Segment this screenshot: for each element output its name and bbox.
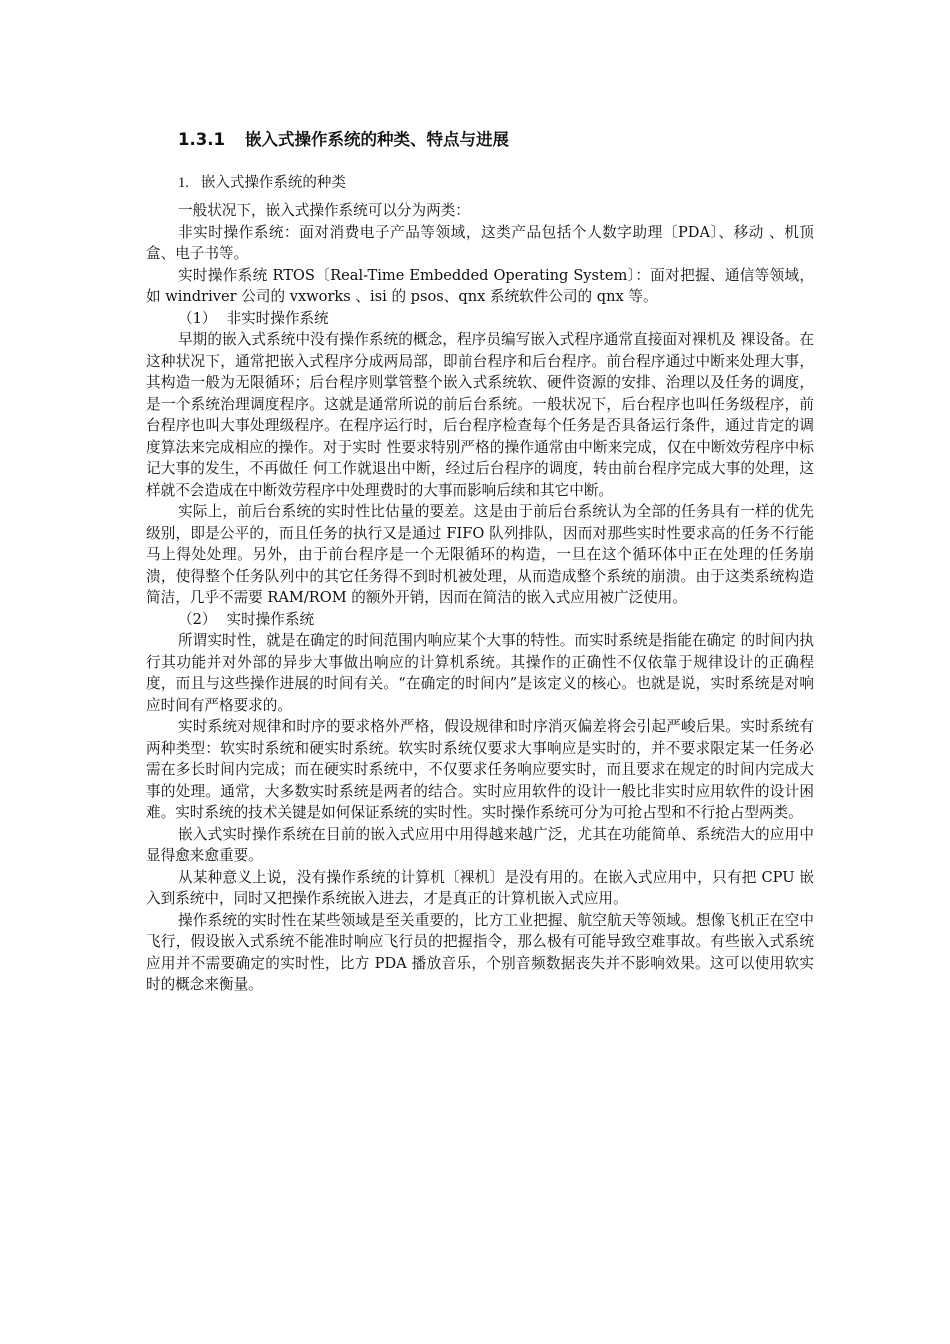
- subsection-heading: [178, 172, 814, 194]
- part2-paragraph-2: 实时系统对规律和时序的要求格外严格，假设规律和时序消灭偏差将会引起严峻后果。实时系统有两种类型：软实时系统和硬实时系统。软实时系统仅要求大事响应是实时的，并不要求限定某一任务必需在多长时间内完成；而在硬实时系统中，不仅要求任务响应要实时，而且要求在规定的时间内完成大事的处理。通常，大多数实时系统是两者的结合。实时应用软件的设计一般比非实时应用软件的设计困难。实时系统的技术关键是如何保证系统的实时性。实时操作系统可分为可抢占型和不行抢占型两类。: [146, 718, 814, 821]
- document-body: [146, 128, 814, 996]
- section-title: 嵌入式操作系统的种类、特点与进展: [244, 130, 509, 149]
- part2-heading: [178, 609, 814, 631]
- part2-number: （2）: [178, 610, 217, 628]
- part1-paragraph-1: 早期的嵌入式系统中没有操作系统的概念，程序员编写嵌入式程序通常直接面对裸机及 裸设备。在这种状况下，通常把嵌入式程序分成两局部，即前台程序和后台程序。前台程序通过中断来处理大事，其构造一般为无限循环；后台程序则掌管整个嵌入式系统软、硬件资源的安排、治理以及任务的调度，是一个系统治理调度程序。这就是通常所说的前后台系统。一般状况下，后台程序也叫任务级程序，前台程序也叫大事处理级程序。在程序运行时，后台程序检查每个任务是否具备运行条件，通过肯定的调度算法来完成相应的操作。对于实时 性要求特别严格的操作通常由中断来完成，仅在中断效劳程序中标记大事的发生，不再做任 何工作就退出中断，经过后台程序的调度，转由前台程序完成大事的处理，这样就不会造成在中断效劳程序中处理费时的大事而影响后续和其它中断。: [146, 331, 814, 499]
- part1-title: 非实时操作系统: [226, 309, 329, 327]
- paragraph-intro-2: 非实时操作系统：面对消费电子产品等领域，这类产品包括个人数字助理〔PDA〕、移动 、机顶盒、电子书等。: [146, 223, 814, 262]
- part1-heading: [178, 308, 814, 330]
- part1-number: （1）: [178, 309, 217, 327]
- part2-paragraph-3: 嵌入式实时操作系统在目前的嵌入式应用中用得越来越广泛，尤其在功能简单、系统浩大的应用中显得愈来愈重要。: [146, 825, 814, 864]
- part2-paragraph-5: 操作系统的实时性在某些领域是至关重要的，比方工业把握、航空航天等领域。想像飞机正在空中飞行，假设嵌入式系统不能准时响应飞行员的把握指令，那么极有可能导致空难事故。有些嵌入式系统应用并不需要确定的实时性，比方 PDA 播放音乐，个别音频数据丧失并不影响效果。这可以使用软实时的概念来衡量。: [146, 911, 814, 993]
- section-number: 1.3.1: [178, 130, 225, 149]
- part2-paragraph-1: 所谓实时性，就是在确定的时间范围内响应某个大事的特性。而实时系统是指能在确定 的时间内执行其功能并对外部的异步大事做出响应的计算机系统。其操作的正确性不仅依靠于规律设计的正确程度，而且与这些操作进展的时间有关。“在确定的时间内”是该定义的核心。也就是说，实时系统是对响应时间有严格要求的。: [146, 632, 814, 714]
- paragraph-intro-1: 一般状况下，嵌入式操作系统可以分为两类：: [178, 202, 470, 219]
- part2-title: 实时操作系统: [226, 610, 315, 628]
- subsection-title: 嵌入式操作系统的种类: [200, 175, 346, 191]
- subsection-number: 1.: [178, 175, 189, 191]
- section-heading: [178, 128, 814, 152]
- paragraph-intro-3: 实时操作系统 RTOS〔Real-Time Embedded Operating System〕：面对把握、通信等领域， 如 windriver 公司的 vxworks 、isi 的 psos、qnx 系统软件公司的 qnx 等。: [146, 266, 814, 305]
- part2-paragraph-4: 从某种意义上说，没有操作系统的计算机〔裸机〕是没有用的。在嵌入式应用中，只有把 CPU 嵌入到系统中，同时又把操作系统嵌入进去，才是真正的计算机嵌入式应用。: [146, 868, 814, 907]
- part1-paragraph-2: 实际上，前后台系统的实时性比估量的要差。这是由于前后台系统认为全部的任务具有一样的优先级别，即是公平的，而且任务的执行又是通过 FIFO 队列排队，因而对那些实时性要求高的任务不行能马上得处处理。另外，由于前台程序是一个无限循环的构造，一旦在这个循环体中正在处理的任务崩溃，使得整个任务队列中的其它任务得不到时机被处理，从而造成整个系统的崩溃。由于这类系统构造简洁，几乎不需要 RAM/ROM 的额外开销，因而在简洁的嵌入式应用被广泛使用。: [146, 503, 814, 606]
